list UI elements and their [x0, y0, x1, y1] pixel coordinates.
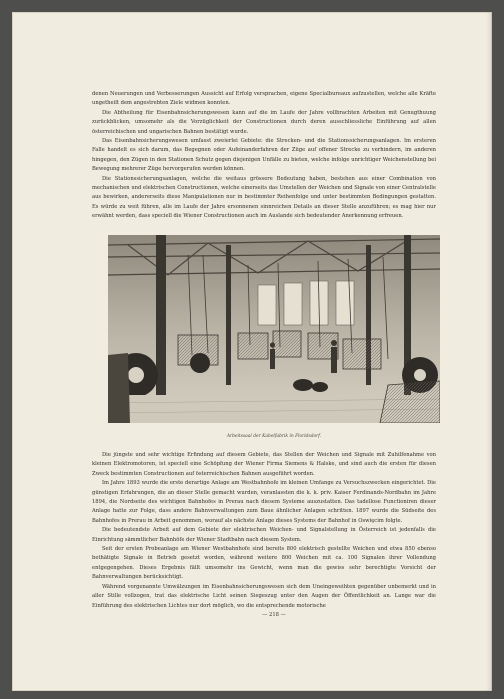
page-number: — 218 —	[262, 612, 286, 618]
engraving-illustration	[108, 235, 440, 423]
bottom-text-block	[92, 451, 436, 611]
paragraph: Die jüngste und sehr wichtige Erfindung auf diesem Gebiete, das Stellen der Weichen und Signale mit Zuhilfenahme von kleinen Elektromotoren, ist speciell eine Schöpfung der Wiener Firma Siemens & Halske, und sind auch die ersten für diesen Zweck bestimmten Constructionen auf österreichischen Bahnen ausgeführt worden.	[92, 452, 436, 477]
paragraph: Die bedeutendste Arbeit auf dem Gebiete der elektrischen Weichen- und Signalstellung in Österreich ist jedenfalls die Einrichtung sämmtlicher Bahnhöfe der Wiener Stadtbahn nach diesem System.	[92, 527, 436, 543]
factory-hall-engraving	[108, 235, 440, 423]
top-text-block	[92, 90, 436, 222]
paragraph: Seit der ersten Probeanlage am Wiener Westbahnhofe sind bereits 800 elektrisch gestellte Weichen und etwa 850 ebenso bethätigte Signale in Betrieb gesetzt worden, während weitere 800 Weichen mit ca. 100 Signalen ihrer Vollendung entgegengehen. Dieses Ergebnis fällt umsomehr ins Gewicht, wenn man die gewiss sehr berechtigte Vorsicht der Bahnverwaltungen berücksichtigt.	[92, 546, 436, 581]
book-page	[12, 12, 492, 691]
figure-caption: Arbeitssaal der Kabelfabrik in Floridsdorf.	[226, 434, 322, 439]
paragraph: Die Abtheilung für Eisenbahnsicherungswesen kann auf die im Laufe der Jahre vollbrachten Arbeiten mit Genugthuung zurückblicken, umsomehr als die Vorzüglichkeit der Constructionen durch deren ausschliessliche Einführung auf allen österreichischen und ungarischen Bahnen bestätigt wurde.	[92, 109, 436, 135]
paragraph: Das Eisenbahnsicherungswesen umfasst zweierlei Gebiete: die Strecken- und die Stationssicherungsanlagen. Im ersteren Falle handelt es sich darum, das Begegnen oder Aufeinanderfahren der Züge auf offener Strecke zu verhindern, im anderen hingegen, den Zügen in den Stationen Schutz gegen diejenigen Unfälle zu bieten, welche infolge unrichtiger Weichenstellung bei Bewegung mehrerer Züge hervorgerufen werden können.	[92, 138, 436, 173]
paragraph: denen Neuerungen und Verbesserungen Aussicht auf Erfolg versprachen, eigene Specialbureaux aufzustellen, welche alle Kräfte ungetheilt dem angestrebten Ziele widmen konnten.	[92, 91, 436, 107]
paragraph: Die Stationssicherungsanlagen, welche die weitaus grössere Bedeutung haben, bestehen aus einer Combination von mechanischen und elektrischen Constructionen, welche einerseits das Umstellen der Weichen und Signale von einer Centralstelle aus bewirken, andererseits diese Manipulationen nur in bestimmter Reihenfolge und unter bestimmten Bedingungen gestatten. Es würde zu weit führen, alle im Laufe der Jahre ersonnenen sinnreichen Details an dieser Stelle anzuführen; es mag hier nur erwähnt werden, dass speciell die Wiener Constructionen auch im Auslande sich bedeutender Anerkennung erfreuen.	[92, 175, 436, 220]
page-edge-shadow	[486, 12, 492, 691]
paragraph: Im Jahre 1893 wurde die erste derartige Anlage am Westbahnhofe im kleinen Umfange zu Versuchszwecken eingerichtet. Die günstigen Erfahrungen, die an dieser Stelle gemacht wurden, veranlassten die k. k. priv. Kaiser Ferdinands-Nordbahn im Jahre 1894, die Nordseite des wichtigen Bahnhofes in Prerau nach diesem Systeme auszustatten. Das tadellose Functioniren dieser Anlage hatte zur Folge, dass andere Bahnverwaltungen zum Baue ähnlicher Anlagen schritten. 1897 wurde die Südseite des Bahnhofes in Prerau in Arbeit genommen, worauf als nächste Anlage dieses Systems der Bahnhof in Oswięcim folgte.	[92, 480, 436, 524]
paragraph: Während vorgenannte Umwälzungen im Eisenbahnsicherungswesen sich dem Uneingeweihten gegenüber unbemerkt und in aller Stille vollzogen, trat das elektrische Licht seinen Siegeszug unter den Augen der Öffentlichkeit an. Lange war die Einführung des elektrischen Lichtes nur dort möglich, wo die entsprechende motorische	[92, 583, 436, 609]
